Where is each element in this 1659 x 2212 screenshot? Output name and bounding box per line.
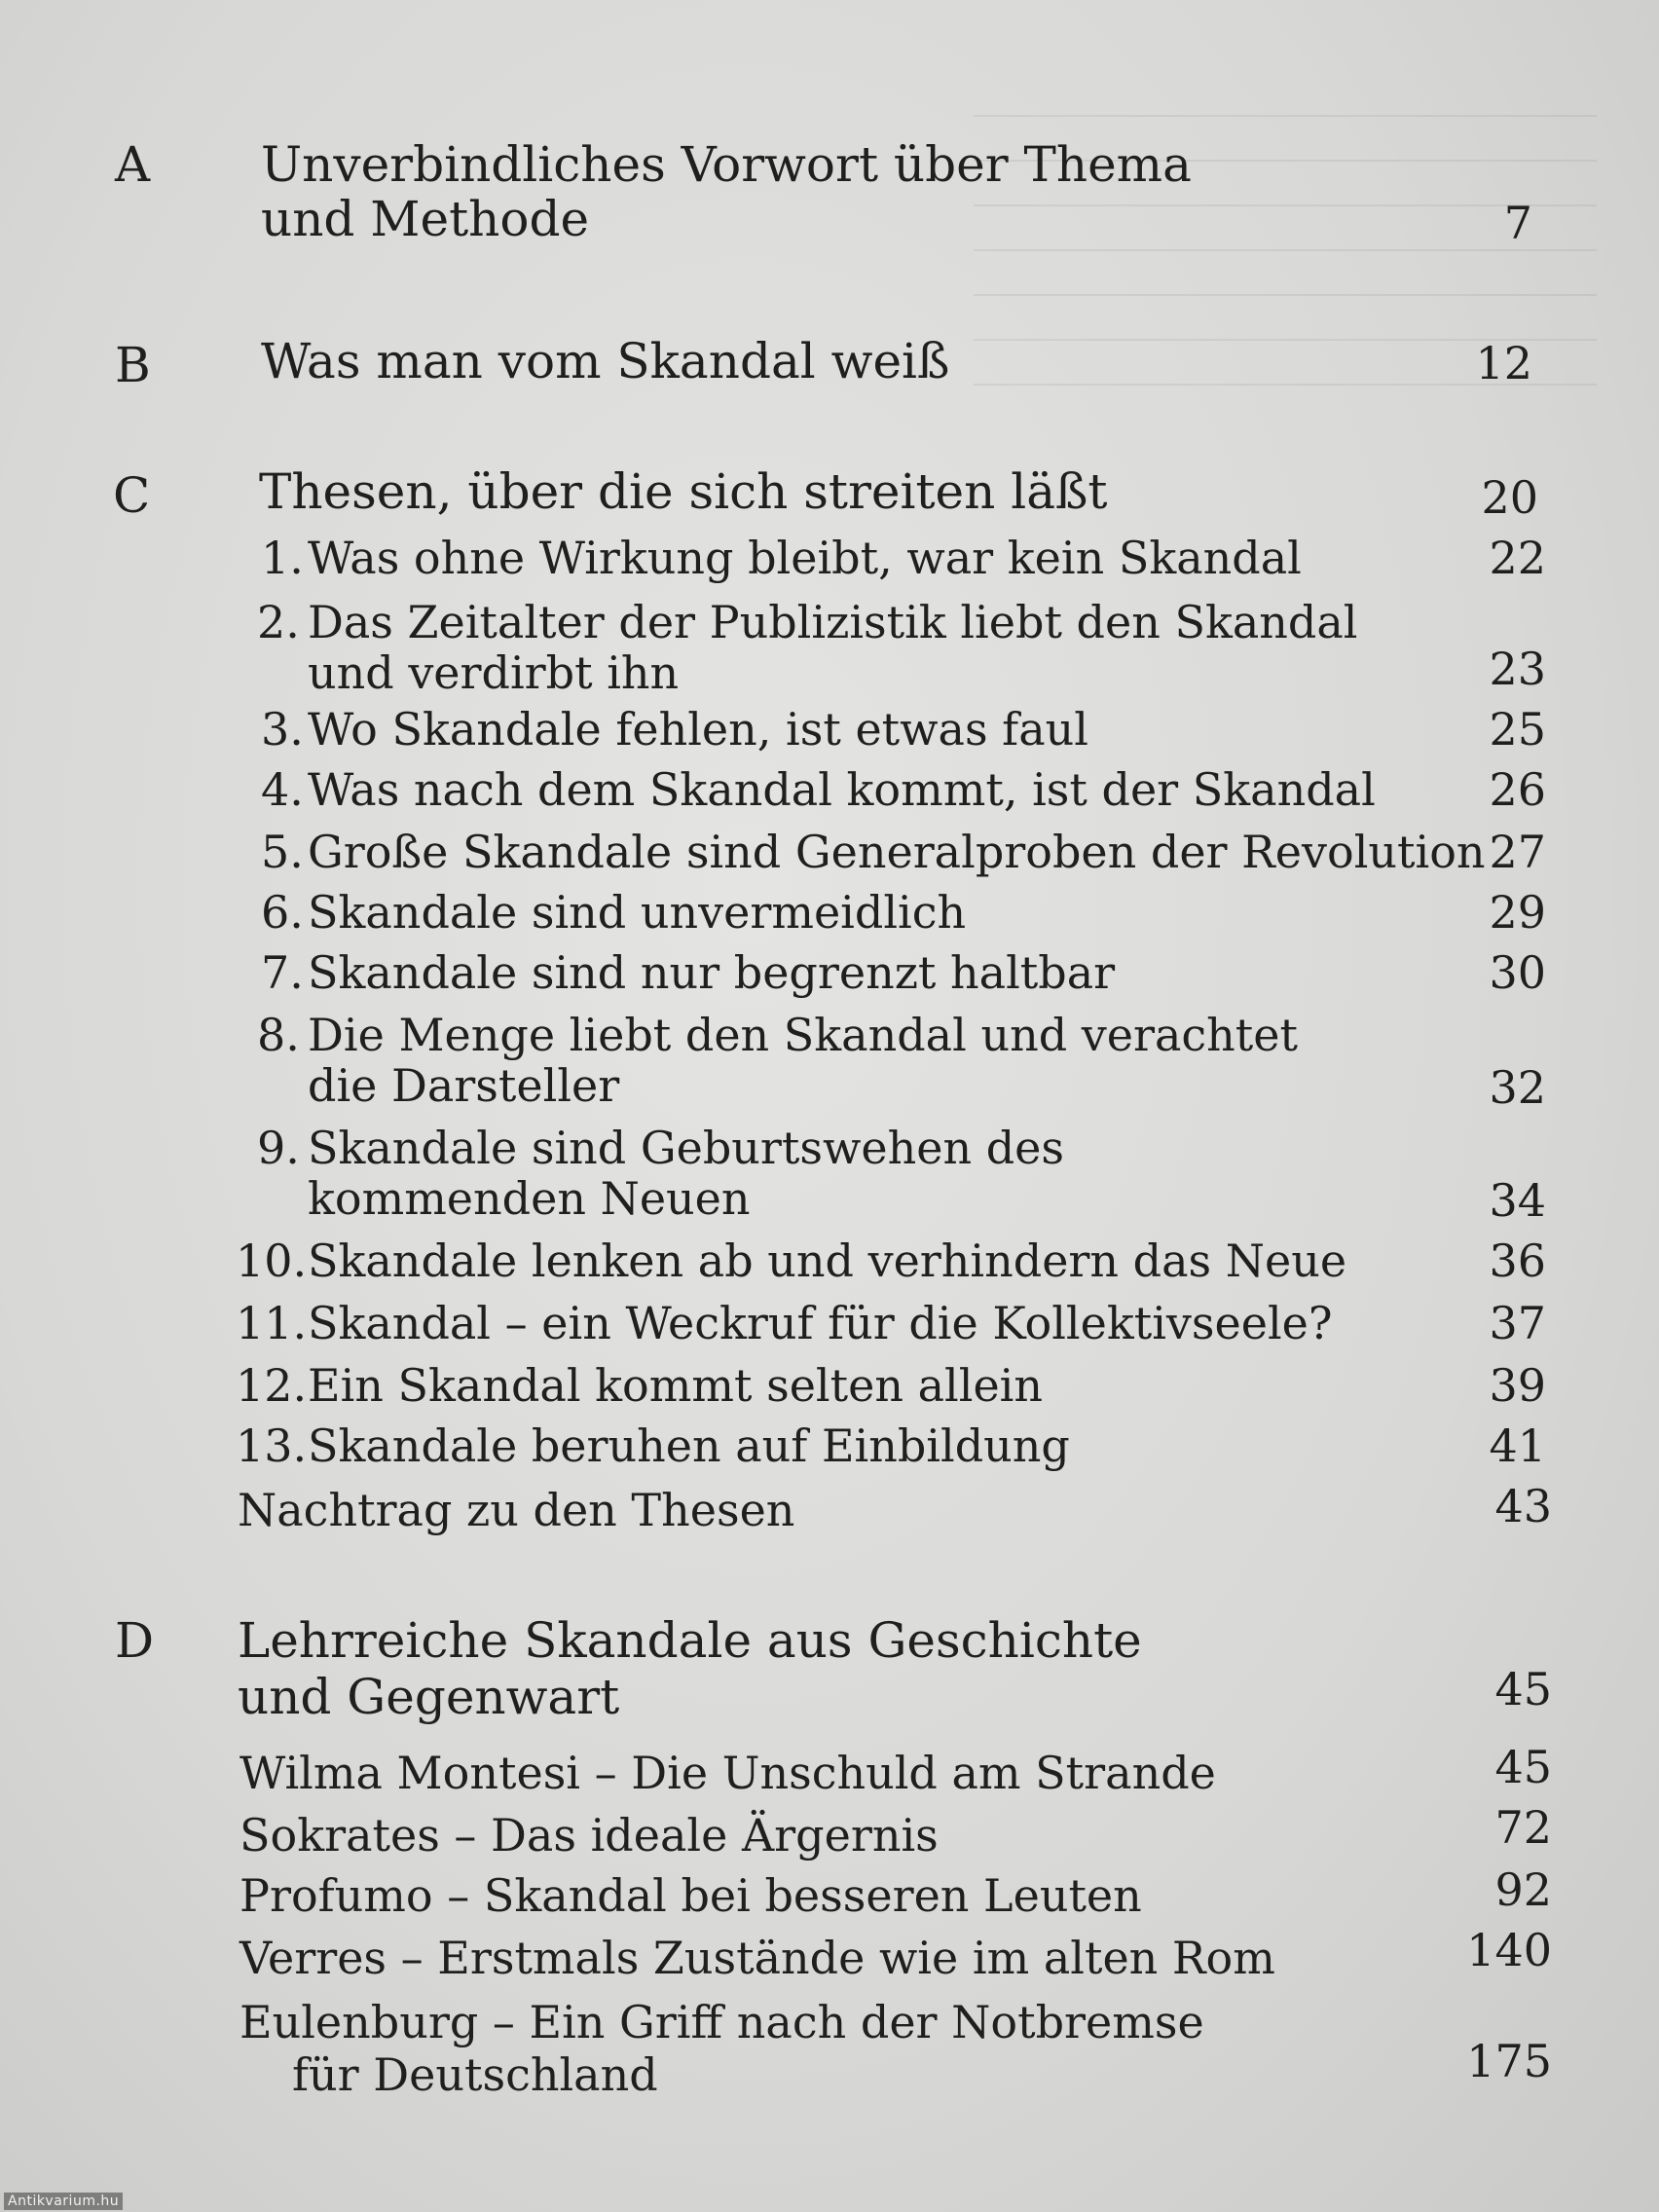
- section-letter-a: A: [115, 136, 151, 193]
- case-page: 175: [1466, 2035, 1552, 2087]
- watermark: Antikvarium.hu: [4, 2193, 123, 2210]
- thesis-page: 29: [1489, 886, 1546, 939]
- thesis-number: 11.: [236, 1297, 308, 1349]
- thesis-title-continued: kommenden Neuen: [308, 1172, 751, 1225]
- section-c-title: Thesen, über die sich streiten läßt: [259, 463, 1108, 520]
- section-a-page: 7: [1503, 197, 1532, 249]
- thesis-title: Wo Skandale fehlen, ist etwas faul: [308, 703, 1088, 756]
- thesis-title: Das Zeitalter der Publizistik liebt den Skandal: [308, 596, 1358, 648]
- case-title-continued: für Deutschland: [292, 2048, 658, 2101]
- thesis-title: Große Skandale sind Generalproben der Revolution: [308, 826, 1486, 878]
- appendix-page: 43: [1494, 1480, 1552, 1532]
- thesis-page: 23: [1489, 643, 1546, 695]
- thesis-title: Ein Skandal kommt selten allein: [308, 1359, 1044, 1412]
- case-page: 140: [1466, 1924, 1552, 1976]
- thesis-title-continued: und verdirbt ihn: [308, 646, 680, 699]
- thesis-title: Skandale sind unvermeidlich: [308, 886, 967, 939]
- thesis-title: Skandale beruhen auf Einbildung: [308, 1419, 1070, 1472]
- thesis-page: 41: [1489, 1419, 1546, 1472]
- thesis-number: 3.: [261, 703, 304, 756]
- thesis-number: 7.: [261, 946, 304, 999]
- thesis-number: 8.: [257, 1009, 300, 1061]
- section-letter-c: C: [113, 467, 151, 524]
- section-a-title-line1: Unverbindliches Vorwort über Thema: [261, 136, 1192, 193]
- thesis-page: 25: [1489, 703, 1546, 756]
- case-page: 92: [1494, 1863, 1552, 1916]
- section-d-title-line2: und Gegenwart: [238, 1669, 620, 1725]
- section-b-page: 12: [1475, 337, 1532, 389]
- thesis-number: 5.: [261, 826, 304, 878]
- thesis-title: Skandale lenken ab und verhindern das Neue: [308, 1235, 1347, 1287]
- case-page: 45: [1494, 1741, 1552, 1793]
- thesis-title: Skandale sind nur begrenzt haltbar: [308, 946, 1116, 999]
- case-title: Verres – Erstmals Zustände wie im alten Rom: [240, 1932, 1275, 1984]
- thesis-title: Skandal – ein Weckruf für die Kollektivseele?: [308, 1297, 1333, 1349]
- thesis-number: 9.: [257, 1122, 300, 1174]
- appendix-title: Nachtrag zu den Thesen: [238, 1484, 795, 1536]
- thesis-page: 36: [1489, 1235, 1546, 1287]
- thesis-number: 10.: [236, 1235, 308, 1287]
- case-title: Wilma Montesi – Die Unschuld am Strande: [240, 1747, 1216, 1799]
- thesis-page: 32: [1489, 1061, 1546, 1114]
- section-d-page: 45: [1494, 1663, 1552, 1715]
- thesis-number: 6.: [261, 886, 304, 939]
- thesis-page: 22: [1489, 532, 1546, 584]
- thesis-title: Was ohne Wirkung bleibt, war kein Skandal: [308, 532, 1302, 584]
- thesis-page: 34: [1489, 1174, 1546, 1227]
- thesis-title-continued: die Darsteller: [308, 1059, 620, 1112]
- section-b-title: Was man vom Skandal weiß: [261, 333, 950, 389]
- case-title: Profumo – Skandal bei besseren Leuten: [240, 1869, 1142, 1922]
- thesis-page: 39: [1489, 1359, 1546, 1412]
- case-title: Eulenburg – Ein Griff nach der Notbremse: [240, 1996, 1204, 2048]
- thesis-number: 2.: [257, 596, 300, 648]
- thesis-number: 12.: [236, 1359, 308, 1412]
- thesis-page: 26: [1489, 763, 1546, 816]
- case-page: 72: [1494, 1801, 1552, 1854]
- thesis-page: 30: [1489, 946, 1546, 999]
- thesis-page: 27: [1489, 826, 1546, 878]
- thesis-number: 4.: [261, 763, 304, 816]
- case-title: Sokrates – Das ideale Ärgernis: [240, 1809, 939, 1862]
- section-d-title-line1: Lehrreiche Skandale aus Geschichte: [238, 1612, 1142, 1669]
- section-letter-b: B: [115, 337, 151, 393]
- section-c-page: 20: [1481, 471, 1538, 524]
- thesis-title: Skandale sind Geburtswehen des: [308, 1122, 1064, 1174]
- thesis-title: Was nach dem Skandal kommt, ist der Skandal: [308, 763, 1376, 816]
- section-a-title-line2: und Methode: [261, 191, 590, 247]
- thesis-page: 37: [1489, 1297, 1546, 1349]
- section-letter-d: D: [115, 1612, 155, 1669]
- thesis-title: Die Menge liebt den Skandal und verachtet: [308, 1009, 1298, 1061]
- thesis-number: 1.: [261, 532, 304, 584]
- thesis-number: 13.: [236, 1419, 308, 1472]
